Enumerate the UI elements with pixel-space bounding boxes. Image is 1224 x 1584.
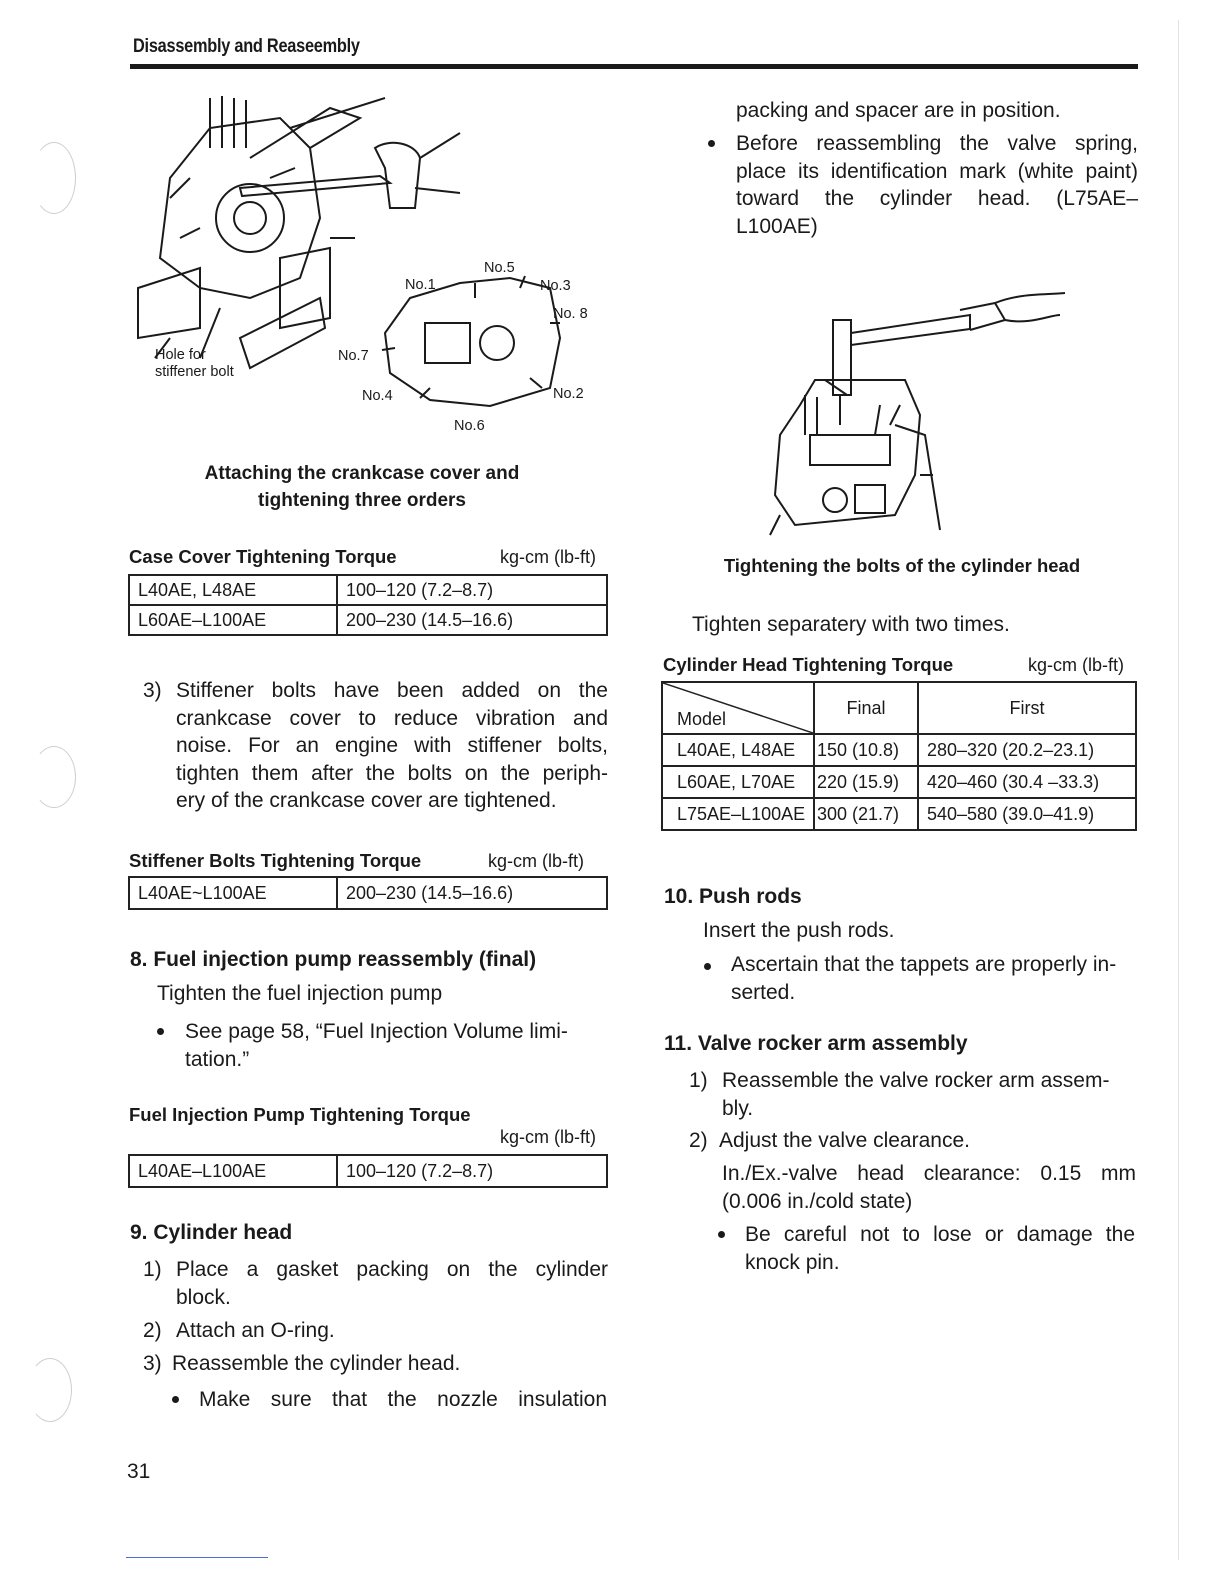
label-no7: No.7 bbox=[338, 348, 369, 364]
section9-bullet: Make sure that the nozzle insulation bbox=[199, 1388, 607, 1411]
section11-item2: Adjust the valve clearance. bbox=[719, 1129, 970, 1152]
footer-rule bbox=[126, 1557, 268, 1558]
label-no6: No.6 bbox=[454, 418, 485, 434]
section10-bullet: Ascertain that the tappets are properly in- serted. bbox=[731, 953, 1117, 1004]
section8-bullet: See page 58, “Fuel Injection Volume limi- tation.” bbox=[185, 1020, 568, 1071]
table-row: L40AE–L100AE 100–120 (7.2–8.7) bbox=[129, 1155, 607, 1187]
table-row: L40AE, L48AE 100–120 (7.2–8.7) bbox=[129, 575, 607, 605]
section9-item3: Reassemble the cylinder head. bbox=[172, 1352, 461, 1375]
binder-hole-bottom bbox=[28, 1358, 72, 1422]
bullet-icon bbox=[704, 963, 711, 970]
table-row: L75AE–L100AE 300 (21.7) 540–580 (39.0–41.9) bbox=[662, 798, 1136, 830]
bullet-icon bbox=[172, 1396, 179, 1403]
page-number: 31 bbox=[127, 1460, 151, 1483]
label-no5: No.5 bbox=[484, 260, 515, 276]
table-header-row: Model Final First bbox=[662, 682, 1136, 734]
page-header-title: Disassembly and Reaseembly bbox=[133, 36, 360, 57]
label-no2: No.2 bbox=[553, 386, 584, 402]
continued-line: packing and spacer are in position. bbox=[736, 99, 1061, 122]
step3-paragraph: Stiffener bolts have been added on the crankcase cover to reduce vibration and noise. For an engine with stiffener bolts, tighten them after the bolts on the periph- ery of the crankcase cover are tightened. bbox=[176, 679, 608, 812]
case-cover-torque-table bbox=[128, 574, 608, 636]
label-no1: No.1 bbox=[405, 277, 436, 293]
bullet-icon bbox=[708, 140, 715, 147]
label-no4: No.4 bbox=[362, 388, 393, 404]
section9-item2: Attach an O-ring. bbox=[176, 1319, 335, 1342]
bullet-icon bbox=[718, 1231, 725, 1238]
table-row: L60AE, L70AE 220 (15.9) 420–460 (30.4 –33.3) bbox=[662, 766, 1136, 798]
step3-number: 3) bbox=[143, 679, 162, 702]
label-no3: No.3 bbox=[540, 278, 571, 294]
section11-bullet: Be careful not to lose or damage the knock pin. bbox=[745, 1223, 1135, 1274]
section9-item1: Place a gasket packing on the cylinder block. bbox=[176, 1258, 608, 1309]
table-row: L60AE–L100AE 200–230 (14.5–16.6) bbox=[129, 605, 607, 635]
section11-item1: Reassemble the valve rocker arm assem- bly. bbox=[722, 1069, 1110, 1120]
table-row: L40AE, L48AE 150 (10.8) 280–320 (20.2–23.1) bbox=[662, 734, 1136, 766]
model-header-cell: Model bbox=[662, 682, 814, 734]
stiffener-table-unit: kg-cm (lb-ft) bbox=[488, 851, 584, 871]
bullet-icon bbox=[157, 1028, 164, 1035]
section11-item1-number: 1) bbox=[689, 1069, 708, 1092]
valve-clearance-spec: In./Ex.-valve head clearance: 0.15 mm (0.006 in./cold state) bbox=[722, 1162, 1136, 1213]
binder-hole-top bbox=[32, 142, 76, 214]
fuel-table-title: Fuel Injection Pump Tightening Torque bbox=[129, 1104, 471, 1125]
section9-heading: 9. Cylinder head bbox=[130, 1221, 293, 1244]
section9-item3-number: 3) bbox=[143, 1352, 162, 1375]
cylinder-table-unit: kg-cm (lb-ft) bbox=[1028, 655, 1124, 675]
cylinder-table-title: Cylinder Head Tightening Torque bbox=[663, 654, 954, 675]
page-edge-line bbox=[1178, 20, 1179, 1560]
section9-item2-number: 2) bbox=[143, 1319, 162, 1342]
figure2-caption: Tightening the bolts of the cylinder head bbox=[723, 555, 1081, 576]
case-cover-table-title: Case Cover Tightening Torque bbox=[129, 546, 397, 567]
fuel-table-unit: kg-cm (lb-ft) bbox=[500, 1127, 596, 1147]
header-rule bbox=[130, 64, 1138, 69]
binder-hole-middle bbox=[32, 746, 76, 808]
table-row: L40AE~L100AE 200–230 (14.5–16.6) bbox=[129, 877, 607, 909]
fuel-pump-torque-table bbox=[128, 1154, 608, 1188]
tighten-note: Tighten separatery with two times. bbox=[692, 613, 1010, 636]
valve-spring-bullet: Before reassembling the valve spring, place its identification mark (white paint) toward the cylinder head. (L75AE– L100AE) bbox=[736, 132, 1138, 238]
cylinder-head-illustration bbox=[755, 285, 1075, 545]
figure1-caption: Attaching the crankcase cover and tightening three orders bbox=[204, 463, 520, 511]
stiffener-torque-table bbox=[128, 876, 608, 910]
section10-text: Insert the push rods. bbox=[703, 919, 895, 942]
section11-heading: 11. Valve rocker arm assembly bbox=[664, 1032, 968, 1055]
stiffener-table-title: Stiffener Bolts Tightening Torque bbox=[129, 850, 422, 871]
section9-item1-number: 1) bbox=[143, 1258, 162, 1281]
section8-heading: 8. Fuel injection pump reassembly (final) bbox=[130, 948, 537, 971]
section11-item2-number: 2) bbox=[689, 1129, 708, 1152]
case-cover-table-unit: kg-cm (lb-ft) bbox=[500, 547, 596, 567]
cylinder-head-torque-table bbox=[661, 681, 1137, 831]
section10-heading: 10. Push rods bbox=[664, 885, 802, 908]
label-hole-for-stiffener-bolt: Hole for stiffener bolt bbox=[155, 347, 234, 380]
section8-text: Tighten the fuel injection pump bbox=[157, 982, 443, 1005]
label-no8: No. 8 bbox=[553, 306, 588, 322]
